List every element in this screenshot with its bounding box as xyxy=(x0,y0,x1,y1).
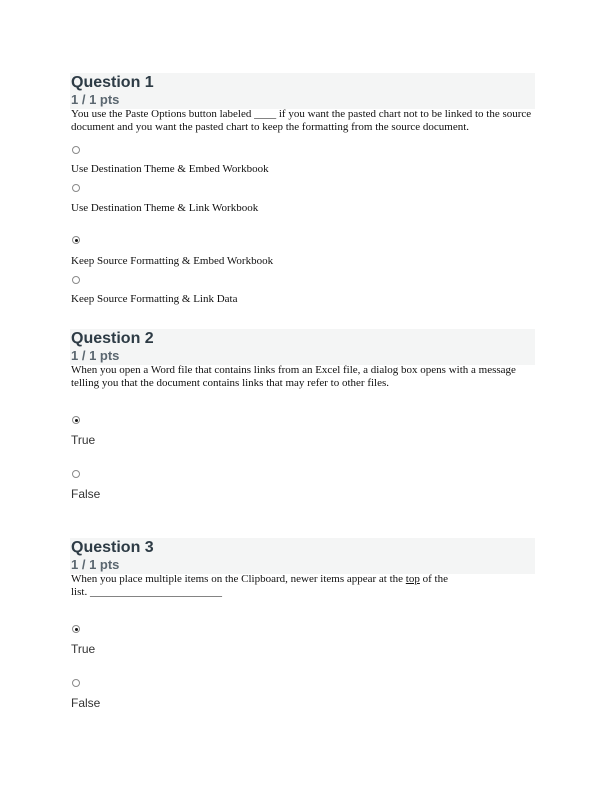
q2-option-true-label: True xyxy=(71,433,96,447)
q3-option-true-label: True xyxy=(71,642,96,656)
question-1-title: Question 1 xyxy=(71,74,154,91)
question-2-points: 1 / 1 pts xyxy=(71,348,120,363)
q1-option-3-label: Keep Source Formatting & Embed Workbook xyxy=(71,255,274,267)
q1-option-3-radio[interactable] xyxy=(72,236,80,244)
q2-option-false-radio[interactable] xyxy=(72,470,80,478)
question-3-text xyxy=(71,573,541,599)
q1-option-2-label: Use Destination Theme & Link Workbook xyxy=(71,202,259,214)
question-2-text: When you open a Word file that contains links from an Excel file, a dialog box opens with a message telling you that the document contains links that may refer to other files. xyxy=(71,364,516,389)
q1-option-2-radio[interactable] xyxy=(72,184,80,192)
question-2-header xyxy=(70,329,535,365)
q2-option-false-label: False xyxy=(71,487,101,501)
question-3-title: Question 3 xyxy=(71,539,154,556)
question-3-text-end: of the xyxy=(419,573,448,585)
q2-option-true-radio[interactable] xyxy=(72,416,80,424)
question-1-text: You use the Paste Options button labeled ____ if you want the pasted chart not to be linked to the source document and you want the pasted chart to keep the formatting from the source document. xyxy=(71,108,532,133)
q3-option-true-radio[interactable] xyxy=(72,625,80,633)
question-3-header xyxy=(70,538,535,574)
question-3-text-start: When you place multiple items on the Clipboard, newer items appear at the xyxy=(71,573,406,585)
q1-option-4-radio[interactable] xyxy=(72,276,80,284)
question-1-header xyxy=(70,73,535,109)
question-1-points: 1 / 1 pts xyxy=(71,92,120,107)
q1-option-1-label: Use Destination Theme & Embed Workbook xyxy=(71,163,269,175)
q3-option-false-radio[interactable] xyxy=(72,679,80,687)
q3-option-false-label: False xyxy=(71,696,101,710)
question-2-title: Question 2 xyxy=(71,330,154,347)
question-3-text-underlined: top xyxy=(405,573,420,585)
q1-option-1-radio[interactable] xyxy=(72,146,80,154)
question-3-text-line2: list. ________________________ xyxy=(71,586,222,598)
question-3-points: 1 / 1 pts xyxy=(71,557,120,572)
q1-option-4-label: Keep Source Formatting & Link Data xyxy=(71,293,238,305)
